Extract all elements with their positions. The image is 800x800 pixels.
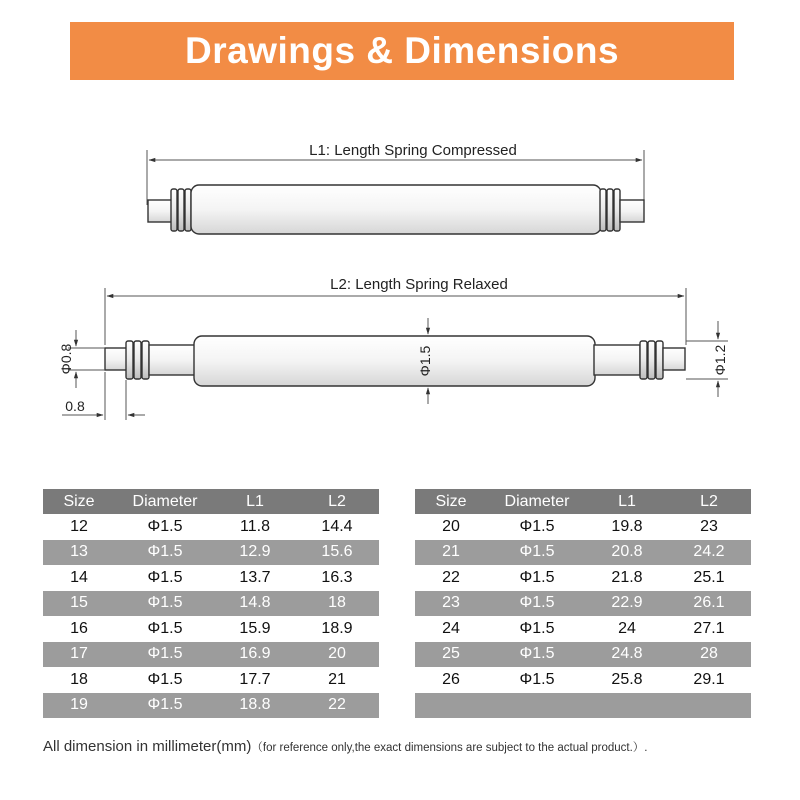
cell-size: 24 — [442, 619, 460, 637]
size-table-left — [43, 489, 379, 718]
body-diameter-label: Φ1.5 — [417, 345, 433, 377]
cell-l1: 19.8 — [611, 517, 643, 535]
cell-l1: 14.8 — [215, 591, 295, 617]
cell-diameter: Φ1.5 — [147, 670, 183, 688]
cell-l1: 22.9 — [587, 591, 667, 617]
table-row — [43, 667, 379, 693]
table-row — [415, 667, 751, 693]
cell-l2: 18 — [295, 591, 379, 617]
l2-label: L2: Length Spring Relaxed — [330, 276, 508, 293]
cell-l1: 15.9 — [239, 619, 271, 637]
cell-diameter: Φ1.5 — [519, 619, 555, 637]
cell-size: 21 — [415, 540, 487, 566]
header-size: Size — [43, 489, 115, 514]
cell-size: 15 — [43, 591, 115, 617]
cell-diameter: Φ1.5 — [115, 591, 215, 617]
cell-diameter: Φ1.5 — [115, 642, 215, 668]
cell-l1: 12.9 — [215, 540, 295, 566]
header-l2: L2 — [295, 489, 379, 514]
header-diameter: Diameter — [115, 489, 215, 514]
cell-l2: 26.1 — [667, 591, 751, 617]
tip-diameter-label: Φ0.8 — [58, 343, 74, 375]
cell-size: 14 — [70, 568, 88, 586]
cell-diameter: Φ1.5 — [115, 540, 215, 566]
cell-size: 16 — [70, 619, 88, 637]
cell-l1: 20.8 — [587, 540, 667, 566]
table-row — [43, 693, 379, 719]
page-title: Drawings & Dimensions — [184, 30, 620, 71]
footnote-main: All dimension in millimeter(mm) — [43, 738, 252, 755]
cell-diameter: Φ1.5 — [115, 693, 215, 719]
header-diameter: Diameter — [487, 489, 587, 514]
table-row — [415, 591, 751, 617]
cell-l2: 16.3 — [321, 568, 353, 586]
cell-diameter: Φ1.5 — [487, 540, 587, 566]
table-header-row — [43, 489, 379, 514]
collar-diameter-label: Φ1.2 — [712, 344, 728, 376]
spring-bar-relaxed — [105, 336, 685, 386]
cell-l2: 27.1 — [693, 619, 725, 637]
cell-size: 18 — [70, 670, 88, 688]
cell-size: 12 — [70, 517, 88, 535]
l1-label: L1: Length Spring Compressed — [309, 142, 517, 159]
cell-diameter: Φ1.5 — [147, 568, 183, 586]
header-l1: L1 — [587, 489, 667, 514]
table-row — [43, 514, 379, 540]
cell-size: 17 — [43, 642, 115, 668]
cell-diameter: Φ1.5 — [147, 619, 183, 637]
cell-l1: 17.7 — [239, 670, 271, 688]
cell-diameter: Φ1.5 — [519, 670, 555, 688]
cell-l1: 11.8 — [240, 517, 270, 535]
cell-l2: 20 — [295, 642, 379, 668]
footnote-disclaimer: （for reference only,the exact dimensions are subject to the actual product.）. — [251, 742, 648, 754]
cell-diameter: Φ1.5 — [519, 517, 555, 535]
table-row — [415, 540, 751, 566]
cell-l2: 28 — [667, 642, 751, 668]
table-row — [415, 514, 751, 540]
header-size: Size — [415, 489, 487, 514]
cell-size: 20 — [442, 517, 460, 535]
cell-size: 25 — [415, 642, 487, 668]
cell-l1: 18.8 — [215, 693, 295, 719]
cell-diameter: Φ1.5 — [147, 517, 183, 535]
table-row — [415, 616, 751, 642]
empty-cell — [415, 693, 751, 719]
cell-size: 22 — [442, 568, 460, 586]
cell-l1: 25.8 — [611, 670, 643, 688]
cell-l2: 22 — [295, 693, 379, 719]
table-row — [43, 540, 379, 566]
cell-diameter: Φ1.5 — [519, 568, 555, 586]
table-row — [43, 642, 379, 668]
table-row — [43, 616, 379, 642]
table-row-empty — [415, 693, 751, 719]
table-row — [43, 565, 379, 591]
cell-l2: 29.1 — [693, 670, 725, 688]
cell-l1: 21.8 — [611, 568, 643, 586]
cell-l1: 16.9 — [215, 642, 295, 668]
cell-l2: 23 — [700, 517, 718, 535]
cell-l1: 24.8 — [587, 642, 667, 668]
spring-bar-compressed — [148, 185, 644, 234]
cell-l2: 15.6 — [295, 540, 379, 566]
size-table-right — [415, 489, 751, 718]
cell-l1: 24 — [618, 619, 636, 637]
cell-l2: 24.2 — [667, 540, 751, 566]
cell-l2: 25.1 — [693, 568, 725, 586]
header-l1: L1 — [215, 489, 295, 514]
header-l2: L2 — [667, 489, 751, 514]
cell-diameter: Φ1.5 — [487, 591, 587, 617]
cell-size: 26 — [442, 670, 460, 688]
table-row — [415, 642, 751, 668]
cell-size: 23 — [415, 591, 487, 617]
table-row — [43, 591, 379, 617]
cell-diameter: Φ1.5 — [487, 642, 587, 668]
footnote — [43, 738, 647, 756]
cell-l2: 21 — [328, 670, 346, 688]
cell-size: 13 — [43, 540, 115, 566]
cell-l1: 13.7 — [239, 568, 271, 586]
cell-size: 19 — [43, 693, 115, 719]
table-header-row — [415, 489, 751, 514]
cell-l2: 18.9 — [321, 619, 353, 637]
table-row — [415, 565, 751, 591]
cell-l2: 14.4 — [321, 517, 353, 535]
tip-length-label: 0.8 — [65, 398, 85, 414]
